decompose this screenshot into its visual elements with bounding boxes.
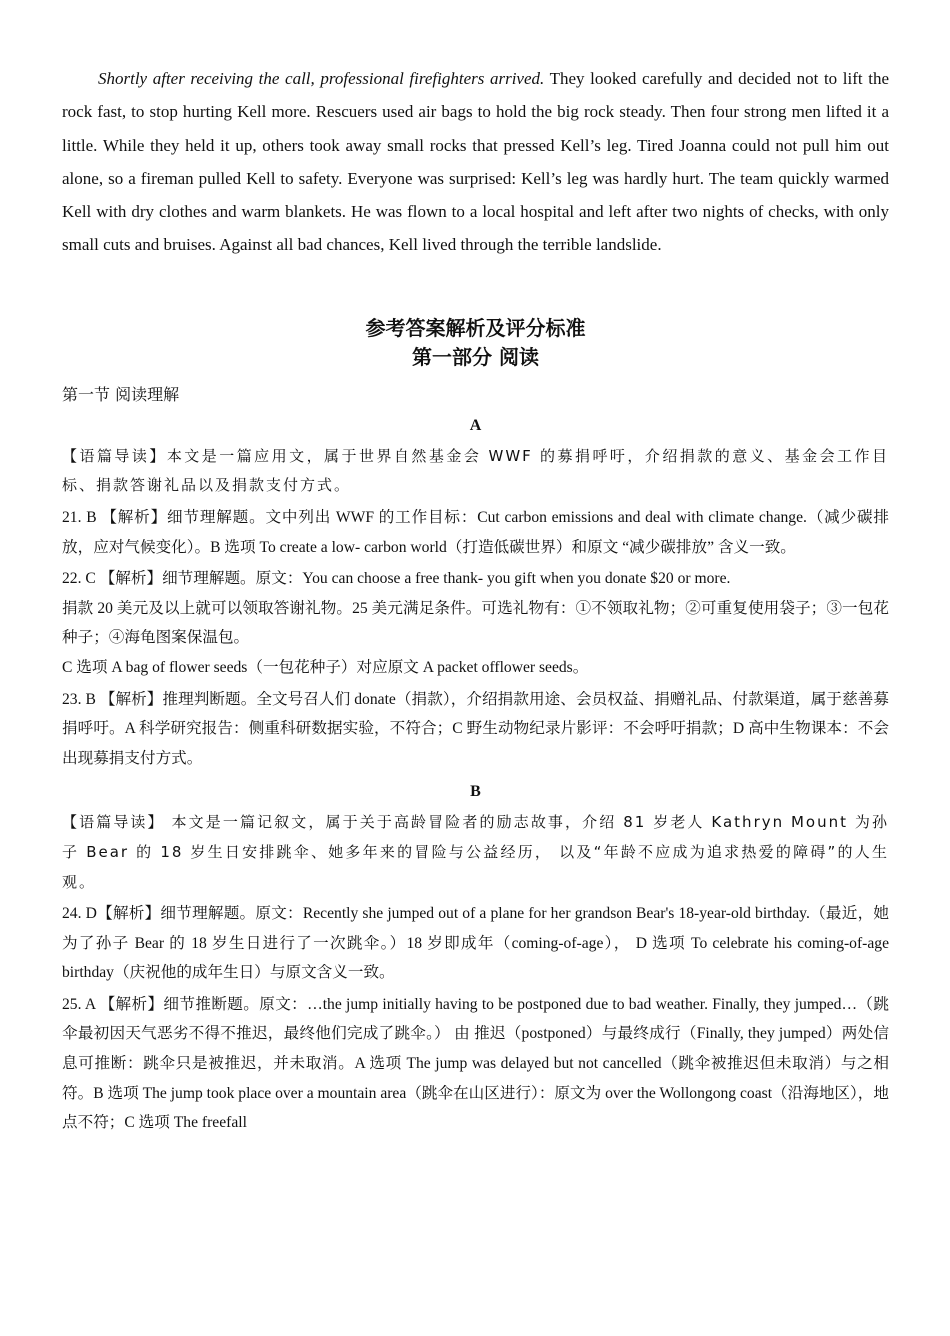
story-lead-sentence: Shortly after receiving the call, professional firefighters arrived.: [98, 69, 545, 88]
story-body: They looked carefully and decided not to lift the rock fast, to stop hurting Kell more. Rescuers used air bags to hold the big rock steady. Then four strong men lifted it a little. While they held it up, others took away small rocks that pressed Kell’s leg. Tired Joanna could not pull him out alone, so a fireman pulled Kell to safety. Everyone was surprised: Kell’s leg was hardly hurt. The team quickly warmed Kell with dry clothes and warm blankets. He was flown to a local hospital and left after two nights of checks, with only small cuts and bruises. Against all bad chances, Kell lived through the terrible landslide.: [62, 69, 889, 255]
answer-22-option: C 选项 A bag of flower seeds（一包花种子）对应原文 A packet offlower seeds。: [62, 658, 589, 676]
answer-21: 21. B 【解析】细节理解题。文中列出 WWF 的工作目标：Cut carbon emissions and deal with climate change.（减少碳排放，应对气候变化）。B 选项 To create a low- carbon world（打造低碳世界）和原文 “减少碳排放” 含义一致。: [62, 508, 889, 556]
answer-22-explain: 捐款 20 美元及以上就可以领取答谢礼物。25 美元满足条件。可选礼物有：①不领取礼物；②可重复使用袋子；③一包花种子；④海龟图案保温包。: [62, 599, 889, 647]
section-label: 第一节 阅读理解: [62, 384, 180, 404]
story-paragraph: [62, 62, 889, 262]
answer-23: 23. B 【解析】推理判断题。全文号召人们 donate（捐款），介绍捐款用途、会员权益、捐赠礼品、付款渠道，属于慈善募捐呼吁。A 科学研究报告：侧重科研数据实验，不符合；C 野生动物纪录片影评：不会呼吁捐款；D 高中生物课本：不会出现募捐支付方式。: [62, 690, 889, 767]
document-page: [62, 62, 889, 1138]
passage-b-label: B: [470, 783, 481, 801]
answer-25: 25. A 【解析】细节推断题。原文：…the jump initially having to be postponed due to bad weather. Finally, they jumped…（跳伞最初因天气恶劣不得不推迟，最终他们完成了跳伞。） 由 推迟（postponed）与最终成行（Finally, they jumped）两处信息可推断：跳伞只是被推迟，并未取消。A 选项 The jump was delayed but not cancelled（跳伞被推迟但未取消）与之相符。B 选项 The jump took place over a mountain area（跳伞在山区进行）：原文为 over the Wollongong coast（沿海地区），地点不符；C 选项 The freefall: [62, 995, 889, 1132]
part-heading: 第一部分 阅读: [412, 344, 539, 369]
passage-b-intro: 【语篇导读】 本文是一篇记叙文，属于关于高龄冒险者的励志故事，介绍 81 岁老人 Kathryn Mount 为孙子 Bear 的 18 岁生日安排跳伞、她多年来的冒险与公益经历， 以及“年龄不应成为追求热爱的障碍”的人生观。: [62, 813, 889, 891]
answer-22-quote: 22. C 【解析】细节理解题。原文：You can choose a free thank- you gift when you donate $20 or more.: [62, 570, 731, 588]
passage-a-label: A: [469, 416, 482, 434]
answer-key-title: 参考答案解析及评分标准: [365, 315, 586, 340]
passage-a-intro: 【语篇导读】本文是一篇应用文，属于世界自然基金会 WWF 的募捐呼吁，介绍捐款的意义、基金会工作目标、捐款答谢礼品以及捐款支付方式。: [62, 446, 889, 495]
answer-24: 24. D【解析】细节理解题。原文：Recently she jumped out of a plane for her grandson Bear's 18-year-old birthday.（最近，她为了孙子 Bear 的 18 岁生日进行了一次跳伞。）18 岁即成年（coming-of-age）， D 选项 To celebrate his coming-of-age birthday（庆祝他的成年生日）与原文含义一致。: [62, 905, 889, 982]
